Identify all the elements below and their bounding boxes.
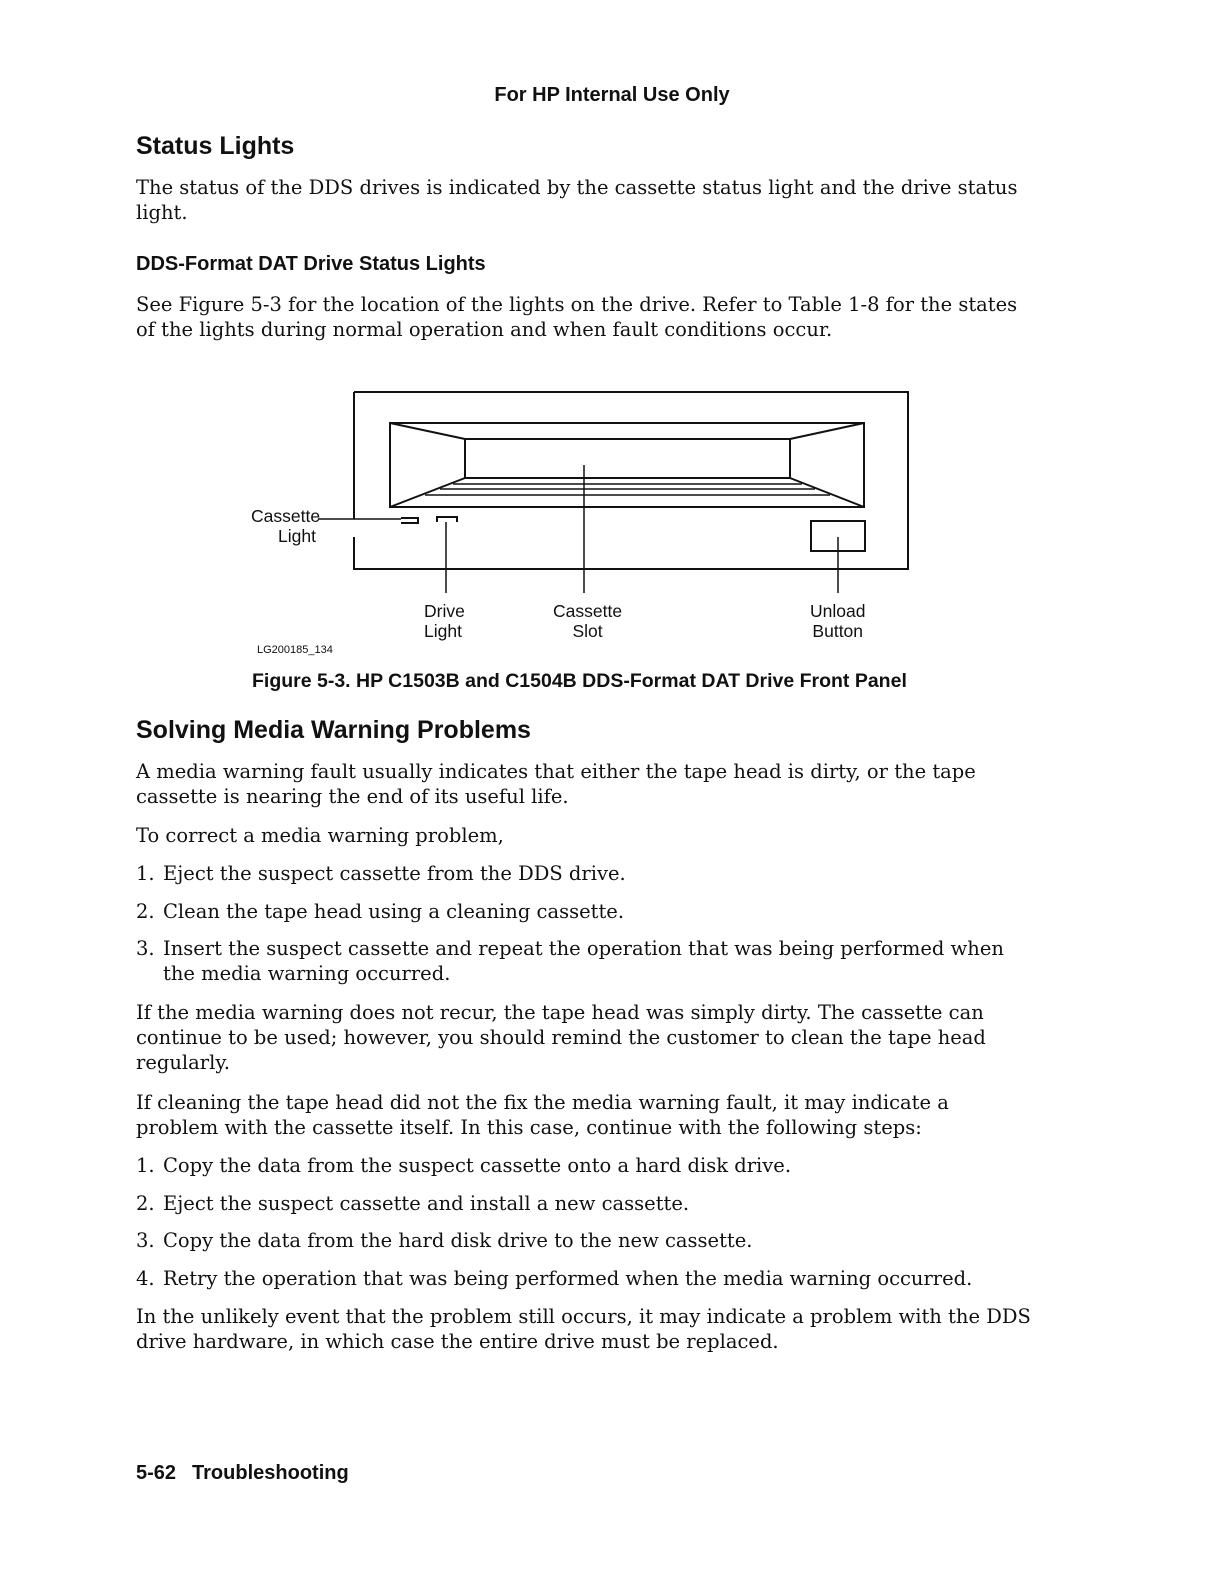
not-fixed-paragraph: If cleaning the tape head did not the fix the media warning fault, it may indicate a problem with the cassette itself. In this case, continue with the following steps: (136, 1091, 949, 1139)
cassette-light-label: Cassette Light (251, 506, 321, 546)
cassette-slot-label: Cassette Slot (553, 601, 623, 641)
drive-front-panel-figure (240, 385, 920, 665)
page-footer (136, 1462, 349, 1485)
list-item: 3. Insert the suspect cassette and repeat the operation that was being performed when the media warning occurred. (136, 937, 1004, 985)
internal-use-notice: For HP Internal Use Only (494, 84, 730, 106)
status-lights-heading: Status Lights (136, 132, 295, 160)
drive-light-label: Drive Light (424, 601, 465, 641)
media-warning-intro: A media warning fault usually indicates that either the tape head is dirty, or the tape cassette is nearing the end of its useful life. (136, 760, 976, 808)
cassette-light-indicator (401, 518, 418, 523)
page-number: 5-62 (136, 1462, 177, 1484)
figure-id: LG200185_134 (257, 644, 333, 656)
conclusion-paragraph: In the unlikely event that the problem still occurs, it may indicate a problem with the DDS drive hardware, in which case the entire drive must be replaced. (136, 1305, 1031, 1353)
list-item: 1. Copy the data from the suspect cassette onto a hard disk drive. (136, 1154, 792, 1177)
no-recur-paragraph: If the media warning does not recur, the tape head was simply dirty. The cassette can continue to be used; however, you should remind the customer to clean the tape head regularly. (136, 1001, 986, 1074)
cassette-slot-window (465, 439, 790, 478)
drive-bezel-outline (354, 392, 908, 569)
dds-format-text: See Figure 5-3 for the location of the lights on the drive. Refer to Table 1-8 for the states of the lights during normal operation and when fault conditions occur. (136, 293, 1018, 341)
list-item: 2. Eject the suspect cassette and install a new cassette. (136, 1192, 690, 1215)
drive-light-indicator (437, 517, 457, 522)
dds-format-heading: DDS-Format DAT Drive Status Lights (136, 253, 486, 275)
list-item: 3. Copy the data from the hard disk drive to the new cassette. (136, 1229, 753, 1252)
list-item: 1. Eject the suspect cassette from the DDS drive. (136, 862, 626, 885)
media-warning-lead: To correct a media warning problem, (136, 824, 504, 847)
unload-button-label: Unload Button (810, 601, 866, 641)
media-warning-heading: Solving Media Warning Problems (136, 716, 531, 744)
list-item: 2. Clean the tape head using a cleaning cassette. (136, 900, 625, 923)
list-item: 4. Retry the operation that was being performed when the media warning occurred. (136, 1267, 973, 1290)
status-lights-intro: The status of the DDS drives is indicated by the cassette status light and the drive status light. (136, 176, 1018, 224)
figure-caption: Figure 5-3. HP C1503B and C1504B DDS-Format DAT Drive Front Panel (252, 670, 907, 692)
footer-section: Troubleshooting (192, 1462, 349, 1484)
